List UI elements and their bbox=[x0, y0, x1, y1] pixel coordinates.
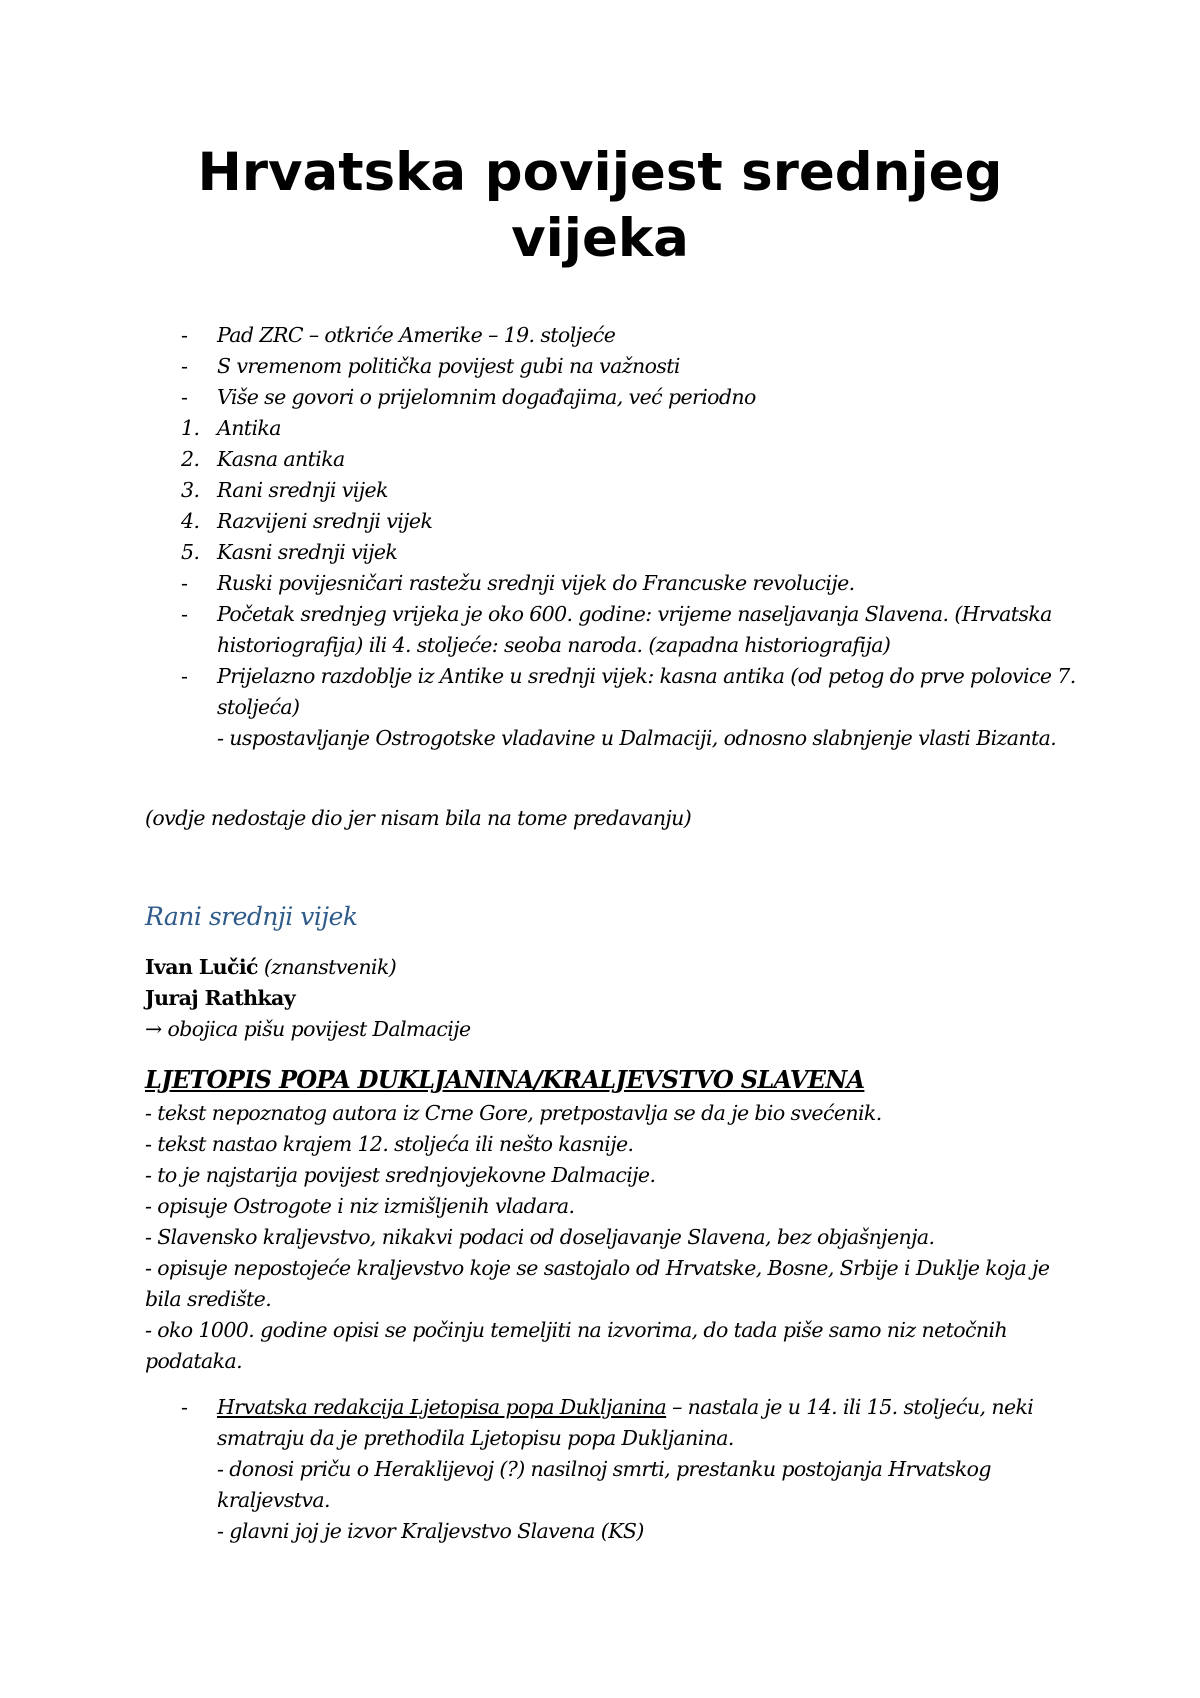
list-number: 5. bbox=[181, 540, 200, 564]
list-item-text: Rani srednji vijek bbox=[217, 478, 388, 502]
list-marker: - bbox=[181, 664, 188, 688]
author-name: Ivan Lučić bbox=[145, 955, 258, 979]
list-number: 3. bbox=[181, 478, 200, 502]
list-marker: - bbox=[181, 354, 188, 378]
list-item-sub: - donosi priču o Heraklijevoj (?) nasilnoj smrti, prestanku postojanja Hrvatskog kraljevstva. bbox=[217, 1457, 991, 1512]
list-item-text: – nastala je u 14. ili 15. stoljeću, neki smatraju da je prethodila Ljetopisu popa Dukljanina. bbox=[217, 1395, 1034, 1450]
section-heading-ljetopis: LJETOPIS POPA DUKLJANINA/KRALJEVSTVO SLAVENA bbox=[145, 1065, 865, 1094]
description-line: - Slavensko kraljevstvo, nikakvi podaci od doseljavanje Slavena, bez objašnjenja. bbox=[145, 1225, 935, 1249]
list-item bbox=[145, 320, 1097, 351]
list-item bbox=[145, 351, 1097, 382]
list-item-text: S vremenom politička povijest gubi na važnosti bbox=[217, 354, 680, 378]
author-note: (znanstvenik) bbox=[257, 955, 397, 979]
list-item bbox=[145, 599, 1097, 661]
arrow-note-text: obojica pišu povijest Dalmacije bbox=[161, 1017, 471, 1041]
description-line: - tekst nepoznatog autora iz Crne Gore, pretpostavlja se da je bio svećenik. bbox=[145, 1101, 882, 1125]
arrow-right-icon: → bbox=[145, 1017, 162, 1041]
arrow-note bbox=[145, 1014, 1075, 1045]
list-number: 1. bbox=[181, 416, 200, 440]
list-item bbox=[145, 661, 1097, 754]
page-title: Hrvatska povijest srednjeg vijeka bbox=[197, 142, 1003, 269]
list-number: 4. bbox=[181, 509, 200, 533]
list-item-text: Pad ZRC – otkriće Amerike – 19. stoljeće bbox=[217, 323, 616, 347]
description-line: - tekst nastao krajem 12. stoljeća ili nešto kasnije. bbox=[145, 1132, 634, 1156]
list-item-text: Antika bbox=[217, 416, 281, 440]
list-item bbox=[145, 475, 1097, 506]
list-item bbox=[145, 413, 1097, 444]
list-marker: - bbox=[181, 385, 188, 409]
list-item-sub: - glavni joj je izvor Kraljevstvo Slavena (KS) bbox=[217, 1519, 644, 1543]
list-number: 2. bbox=[181, 447, 200, 471]
section-heading-rani-srednji-vijek: Rani srednji vijek bbox=[145, 902, 358, 931]
list-item bbox=[145, 537, 1097, 568]
ljetopis-description bbox=[145, 1098, 1075, 1377]
list-item-continuation: - uspostavljanje Ostrogotske vladavine u Dalmaciji, odnosno slabnjenje vlasti Bizanta. bbox=[217, 726, 1057, 750]
list-item-text: Više se govori o prijelomnim događajima, već periodno bbox=[217, 385, 756, 409]
list-item-text: Prijelazno razdoblje iz Antike u srednji vijek: kasna antika (od petog do prve polovice 7. stoljeća) bbox=[217, 664, 1076, 719]
intro-list bbox=[145, 320, 1097, 754]
list-item-text: Početak srednjeg vrijeka je oko 600. godine: vrijeme naseljavanja Slavena. (Hrvatska historiografija) ili 4. stoljeće: seoba naroda. (zapadna historiografija) bbox=[217, 602, 1052, 657]
list-item-text: Kasni srednji vijek bbox=[217, 540, 398, 564]
author-line-lucic bbox=[145, 952, 1075, 983]
list-item bbox=[145, 1392, 1097, 1547]
list-item-text: Ruski povijesničari rastežu srednji vijek do Francuske revolucije. bbox=[217, 571, 855, 595]
missing-note: (ovdje nedostaje dio jer nisam bila na tome predavanju) bbox=[145, 806, 692, 830]
description-line: - opisuje nepostojeće kraljevstvo koje se sastojalo od Hrvatske, Bosne, Srbije i Duklje koja je bila središte. bbox=[145, 1256, 1050, 1311]
list-item bbox=[145, 506, 1097, 537]
list-item-text: Razvijeni srednji vijek bbox=[217, 509, 433, 533]
description-line: - to je najstarija povijest srednjovjekovne Dalmacije. bbox=[145, 1163, 656, 1187]
list-item bbox=[145, 444, 1097, 475]
list-item-text: Kasna antika bbox=[217, 447, 345, 471]
list-marker: - bbox=[181, 1395, 188, 1419]
description-line: - oko 1000. godine opisi se počinju temeljiti na izvorima, do tada piše samo niz netočnih podataka. bbox=[145, 1318, 1008, 1373]
list-item bbox=[145, 382, 1097, 413]
list-marker: - bbox=[181, 602, 188, 626]
description-line: - opisuje Ostrogote i niz izmišljenih vladara. bbox=[145, 1194, 575, 1218]
list-marker: - bbox=[181, 571, 188, 595]
author-name: Juraj Rathkay bbox=[145, 986, 296, 1010]
author-line-rathkay bbox=[145, 983, 1075, 1014]
list-item bbox=[145, 568, 1097, 599]
underlined-title: Hrvatska redakcija Ljetopisa popa Dukljanina bbox=[217, 1395, 667, 1419]
list-marker: - bbox=[181, 323, 188, 347]
redakcija-list bbox=[145, 1392, 1097, 1547]
